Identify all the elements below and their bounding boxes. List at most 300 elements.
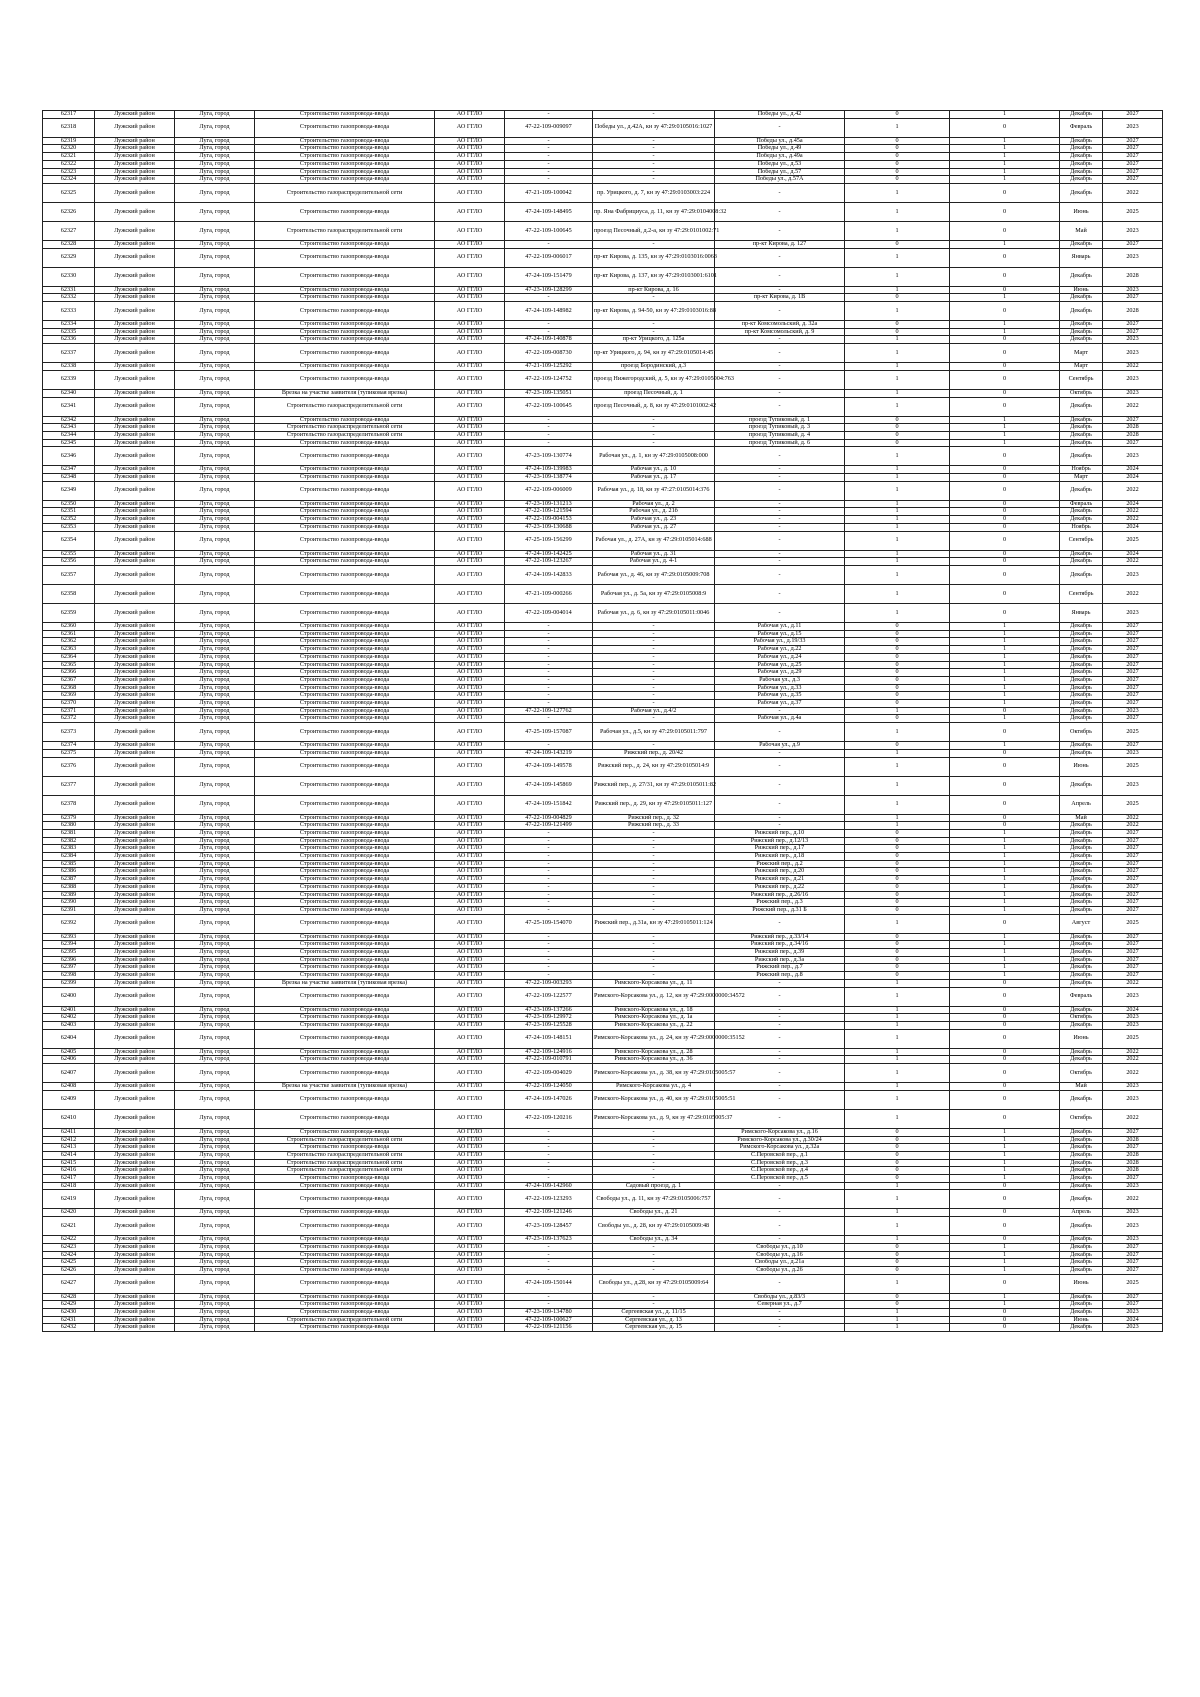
cell-work-type: Строительство газопровода-ввода xyxy=(255,622,435,630)
cell-connected-flag: 1 xyxy=(845,267,950,286)
cell-row-number: 62336 xyxy=(43,336,95,344)
cell-applicant-address: Римского-Корсакова ул., д. 11 xyxy=(593,979,715,987)
cell-district: Лужский район xyxy=(95,1243,175,1251)
cell-row-number: 62432 xyxy=(43,1324,95,1332)
cell-year: 2027 xyxy=(1103,416,1163,424)
cell-work-type: Строительство газопровода-ввода xyxy=(255,707,435,715)
table-row xyxy=(43,111,1163,119)
cell-district: Лужский район xyxy=(95,500,175,508)
cell-district: Лужский район xyxy=(95,466,175,474)
cell-month: Декабрь xyxy=(1060,742,1103,750)
cell-month: Декабрь xyxy=(1060,1301,1103,1309)
cell-district: Лужский район xyxy=(95,508,175,516)
cell-settlement: Луга, город xyxy=(175,111,255,119)
cell-work-type: Строительство газопровода-ввода xyxy=(255,638,435,646)
cell-connected-flag: 0 xyxy=(845,622,950,630)
cell-organization: АО ГГЛО xyxy=(435,860,505,868)
table-row xyxy=(43,584,1163,603)
cell-connected-flag: 1 xyxy=(845,987,950,1006)
cell-year: 2022 xyxy=(1103,183,1163,202)
cell-application-number: 47-23-109-128457 xyxy=(505,1217,593,1236)
cell-organization: АО ГГЛО xyxy=(435,481,505,500)
cell-year: 2028 xyxy=(1103,1167,1163,1175)
cell-applicant-address: - xyxy=(593,661,715,669)
cell-row-number: 62418 xyxy=(43,1182,95,1190)
cell-connected-flag: 1 xyxy=(845,1182,950,1190)
cell-month: Декабрь xyxy=(1060,145,1103,153)
cell-month: Октябрь xyxy=(1060,1064,1103,1083)
cell-work-type: Строительство газопровода-ввода xyxy=(255,653,435,661)
cell-month: Апрель xyxy=(1060,1209,1103,1217)
cell-district: Лужский район xyxy=(95,646,175,654)
cell-settlement: Луга, город xyxy=(175,523,255,531)
cell-organization: АО ГГЛО xyxy=(435,676,505,684)
cell-row-number: 62346 xyxy=(43,447,95,466)
cell-year: 2028 xyxy=(1103,424,1163,432)
cell-district: Лужский район xyxy=(95,669,175,677)
cell-applicant-address: Свободы ул., д. 28, кн зу 47:29:0105009:48 xyxy=(593,1217,715,1236)
table-row xyxy=(43,1324,1163,1332)
cell-applicant-address: - xyxy=(593,431,715,439)
cell-work-type: Строительство газопровода-ввода xyxy=(255,661,435,669)
cell-year: 2025 xyxy=(1103,795,1163,814)
cell-connected-flag: 0 xyxy=(845,899,950,907)
cell-row-number: 62363 xyxy=(43,646,95,654)
cell-work-type: Строительство газопровода-ввода xyxy=(255,1309,435,1317)
cell-application-number: - xyxy=(505,145,593,153)
cell-row-number: 62323 xyxy=(43,168,95,176)
cell-settlement: Луга, город xyxy=(175,1182,255,1190)
cell-application-number: - xyxy=(505,1128,593,1136)
cell-year: 2027 xyxy=(1103,949,1163,957)
cell-work-type: Строительство газораспределительной сети xyxy=(255,1316,435,1324)
cell-planned-flag: 0 xyxy=(950,516,1060,524)
cell-settlement: Луга, город xyxy=(175,202,255,221)
cell-planned-flag: 1 xyxy=(950,700,1060,708)
cell-application-number: 47-23-109-130774 xyxy=(505,447,593,466)
table-row xyxy=(43,183,1163,202)
cell-applicant-address: - xyxy=(593,176,715,184)
cell-month: Октябрь xyxy=(1060,1014,1103,1022)
cell-settlement: Луга, город xyxy=(175,481,255,500)
cell-month: Декабрь xyxy=(1060,853,1103,861)
table-row xyxy=(43,1274,1163,1293)
cell-year: 2027 xyxy=(1103,168,1163,176)
cell-application-number: 47-23-109-130688 xyxy=(505,523,593,531)
cell-organization: АО ГГЛО xyxy=(435,363,505,371)
cell-settlement: Луга, город xyxy=(175,700,255,708)
cell-row-number: 62423 xyxy=(43,1243,95,1251)
cell-planned-address: пр-кт Кирова, д. 1В xyxy=(715,294,845,302)
cell-application-number: 47-22-109-004029 xyxy=(505,1064,593,1083)
cell-applicant-address: - xyxy=(593,168,715,176)
cell-applicant-address: - xyxy=(593,1151,715,1159)
cell-organization: АО ГГЛО xyxy=(435,700,505,708)
cell-applicant-address: Римского-Корсакова ул., д. 24, кн зу 47:29:0000000:35152 xyxy=(593,1029,715,1048)
cell-work-type: Строительство газопровода-ввода xyxy=(255,684,435,692)
cell-year: 2027 xyxy=(1103,439,1163,447)
cell-connected-flag: 0 xyxy=(845,715,950,723)
cell-planned-address: Рижский пер., д.8 xyxy=(715,972,845,980)
cell-connected-flag: 1 xyxy=(845,389,950,397)
cell-row-number: 62327 xyxy=(43,221,95,240)
cell-district: Лужский район xyxy=(95,941,175,949)
cell-planned-flag: 1 xyxy=(950,321,1060,329)
cell-application-number: 47-22-109-004153 xyxy=(505,516,593,524)
cell-settlement: Луга, город xyxy=(175,906,255,914)
cell-application-number: 47-23-109-128299 xyxy=(505,286,593,294)
cell-month: Декабрь xyxy=(1060,1159,1103,1167)
cell-organization: АО ГГЛО xyxy=(435,723,505,742)
cell-planned-address: - xyxy=(715,1209,845,1217)
cell-settlement: Луга, город xyxy=(175,1064,255,1083)
cell-organization: АО ГГЛО xyxy=(435,286,505,294)
cell-applicant-address: пр. Яна Фабрициуса, д. 11, кн зу 47:29:0104008:32 xyxy=(593,202,715,221)
cell-row-number: 62405 xyxy=(43,1048,95,1056)
cell-organization: АО ГГЛО xyxy=(435,914,505,933)
cell-district: Лужский район xyxy=(95,183,175,202)
cell-month: Декабрь xyxy=(1060,1022,1103,1030)
cell-planned-flag: 0 xyxy=(950,914,1060,933)
cell-organization: АО ГГЛО xyxy=(435,661,505,669)
cell-row-number: 62337 xyxy=(43,344,95,363)
cell-applicant-address: Рижский пер., д. 27/31, кн зу 47:29:0105011:82 xyxy=(593,776,715,795)
cell-application-number: - xyxy=(505,964,593,972)
cell-application-number: - xyxy=(505,845,593,853)
cell-organization: АО ГГЛО xyxy=(435,979,505,987)
cell-applicant-address: пр-кт Кирова, д. 16 xyxy=(593,286,715,294)
cell-connected-flag: 1 xyxy=(845,914,950,933)
cell-row-number: 62402 xyxy=(43,1014,95,1022)
cell-row-number: 62404 xyxy=(43,1029,95,1048)
cell-month: Декабрь xyxy=(1060,558,1103,566)
cell-applicant-address: - xyxy=(593,1243,715,1251)
cell-row-number: 62357 xyxy=(43,565,95,584)
cell-row-number: 62354 xyxy=(43,531,95,550)
cell-planned-flag: 1 xyxy=(950,964,1060,972)
cell-month: Июнь xyxy=(1060,1029,1103,1048)
cell-organization: АО ГГЛО xyxy=(435,584,505,603)
cell-settlement: Луга, город xyxy=(175,949,255,957)
cell-planned-address: - xyxy=(715,336,845,344)
cell-planned-address: Рабочая ул., д.29 xyxy=(715,669,845,677)
cell-planned-address: Победы ул., д.57 xyxy=(715,168,845,176)
cell-work-type: Строительство газопровода-ввода xyxy=(255,891,435,899)
cell-work-type: Строительство газопровода-ввода xyxy=(255,370,435,389)
cell-settlement: Луга, город xyxy=(175,837,255,845)
cell-organization: АО ГГЛО xyxy=(435,1056,505,1064)
cell-application-number: 47-23-109-131213 xyxy=(505,500,593,508)
cell-row-number: 62325 xyxy=(43,183,95,202)
cell-settlement: Луга, город xyxy=(175,248,255,267)
cell-connected-flag: 1 xyxy=(845,1190,950,1209)
cell-organization: АО ГГЛО xyxy=(435,622,505,630)
cell-application-number: 47-24-109-149578 xyxy=(505,757,593,776)
cell-planned-flag: 0 xyxy=(950,370,1060,389)
cell-organization: АО ГГЛО xyxy=(435,876,505,884)
cell-settlement: Луга, город xyxy=(175,183,255,202)
cell-settlement: Луга, город xyxy=(175,1128,255,1136)
cell-settlement: Луга, город xyxy=(175,941,255,949)
cell-month: Декабрь xyxy=(1060,111,1103,119)
cell-year: 2025 xyxy=(1103,757,1163,776)
cell-district: Лужский район xyxy=(95,176,175,184)
cell-organization: АО ГГЛО xyxy=(435,1182,505,1190)
cell-application-number: - xyxy=(505,1301,593,1309)
cell-planned-address: - xyxy=(715,1274,845,1293)
cell-applicant-address: Рабочая ул., д.4/2 xyxy=(593,707,715,715)
table-row xyxy=(43,987,1163,1006)
cell-organization: АО ГГЛО xyxy=(435,715,505,723)
cell-settlement: Луга, город xyxy=(175,1056,255,1064)
cell-settlement: Луга, город xyxy=(175,1266,255,1274)
cell-planned-flag: 1 xyxy=(950,845,1060,853)
cell-applicant-address: - xyxy=(593,424,715,432)
cell-organization: АО ГГЛО xyxy=(435,1236,505,1244)
cell-district: Лужский район xyxy=(95,684,175,692)
cell-applicant-address: - xyxy=(593,1266,715,1274)
cell-planned-address: - xyxy=(715,516,845,524)
cell-work-type: Строительство газопровода-ввода xyxy=(255,646,435,654)
table-row xyxy=(43,906,1163,914)
cell-applicant-address: Сергеевская ул., д. 15 xyxy=(593,1324,715,1332)
cell-year: 2023 xyxy=(1103,1182,1163,1190)
cell-work-type: Строительство газопровода-ввода xyxy=(255,749,435,757)
cell-planned-address: Победы ул., д.53 xyxy=(715,160,845,168)
cell-year: 2023 xyxy=(1103,603,1163,622)
cell-application-number: 47-24-109-150144 xyxy=(505,1274,593,1293)
cell-planned-flag: 1 xyxy=(950,137,1060,145)
cell-planned-flag: 1 xyxy=(950,829,1060,837)
cell-connected-flag: 0 xyxy=(845,1175,950,1183)
cell-row-number: 62334 xyxy=(43,321,95,329)
cell-planned-address: - xyxy=(715,1316,845,1324)
cell-application-number: - xyxy=(505,1144,593,1152)
cell-application-number: - xyxy=(505,1259,593,1267)
cell-month: Декабрь xyxy=(1060,972,1103,980)
cell-organization: АО ГГЛО xyxy=(435,153,505,161)
cell-row-number: 62376 xyxy=(43,757,95,776)
cell-district: Лужский район xyxy=(95,389,175,397)
cell-planned-flag: 0 xyxy=(950,795,1060,814)
cell-planned-flag: 1 xyxy=(950,630,1060,638)
cell-month: Декабрь xyxy=(1060,302,1103,321)
cell-planned-flag: 0 xyxy=(950,1006,1060,1014)
cell-district: Лужский район xyxy=(95,248,175,267)
cell-year: 2025 xyxy=(1103,1274,1163,1293)
cell-settlement: Луга, город xyxy=(175,286,255,294)
cell-planned-flag: 1 xyxy=(950,1175,1060,1183)
cell-year: 2028 xyxy=(1103,302,1163,321)
cell-district: Лужский район xyxy=(95,837,175,845)
cell-connected-flag: 1 xyxy=(845,1014,950,1022)
cell-year: 2025 xyxy=(1103,723,1163,742)
table-row xyxy=(43,914,1163,933)
cell-year: 2024 xyxy=(1103,1316,1163,1324)
cell-connected-flag: 0 xyxy=(845,111,950,119)
cell-year: 2027 xyxy=(1103,883,1163,891)
cell-planned-flag: 0 xyxy=(950,286,1060,294)
cell-organization: АО ГГЛО xyxy=(435,160,505,168)
cell-planned-flag: 0 xyxy=(950,584,1060,603)
cell-connected-flag: 1 xyxy=(845,336,950,344)
cell-year: 2023 xyxy=(1103,286,1163,294)
cell-organization: АО ГГЛО xyxy=(435,868,505,876)
cell-month: Декабрь xyxy=(1060,933,1103,941)
cell-applicant-address: - xyxy=(593,622,715,630)
cell-month: Декабрь xyxy=(1060,653,1103,661)
cell-application-number: - xyxy=(505,1243,593,1251)
cell-work-type: Строительство газопровода-ввода xyxy=(255,853,435,861)
cell-district: Лужский район xyxy=(95,661,175,669)
cell-planned-flag: 0 xyxy=(950,749,1060,757)
cell-organization: АО ГГЛО xyxy=(435,248,505,267)
cell-planned-address: Свободы ул., д.16 xyxy=(715,1251,845,1259)
cell-year: 2023 xyxy=(1103,370,1163,389)
cell-organization: АО ГГЛО xyxy=(435,941,505,949)
cell-row-number: 62320 xyxy=(43,145,95,153)
cell-connected-flag: 0 xyxy=(845,653,950,661)
table-row xyxy=(43,1151,1163,1159)
cell-year: 2028 xyxy=(1103,431,1163,439)
cell-month: Май xyxy=(1060,221,1103,240)
cell-organization: АО ГГЛО xyxy=(435,389,505,397)
cell-applicant-address: - xyxy=(593,638,715,646)
cell-work-type: Строительство газопровода-ввода xyxy=(255,899,435,907)
cell-connected-flag: 1 xyxy=(845,363,950,371)
cell-planned-flag: 0 xyxy=(950,1324,1060,1332)
cell-planned-flag: 1 xyxy=(950,160,1060,168)
cell-month: Ноябрь xyxy=(1060,466,1103,474)
cell-district: Лужский район xyxy=(95,168,175,176)
cell-row-number: 62349 xyxy=(43,481,95,500)
cell-year: 2023 xyxy=(1103,1083,1163,1091)
cell-year: 2027 xyxy=(1103,700,1163,708)
cell-connected-flag: 0 xyxy=(845,661,950,669)
cell-application-number: 47-23-109-129972 xyxy=(505,1014,593,1022)
cell-month: Июнь xyxy=(1060,1274,1103,1293)
table-row xyxy=(43,749,1163,757)
cell-connected-flag: 0 xyxy=(845,964,950,972)
cell-work-type: Строительство газопровода-ввода xyxy=(255,603,435,622)
cell-application-number: 47-22-109-006009 xyxy=(505,481,593,500)
cell-work-type: Строительство газопровода-ввода xyxy=(255,1175,435,1183)
cell-district: Лужский район xyxy=(95,707,175,715)
cell-organization: АО ГГЛО xyxy=(435,972,505,980)
cell-planned-flag: 1 xyxy=(950,1266,1060,1274)
cell-district: Лужский район xyxy=(95,742,175,750)
cell-organization: АО ГГЛО xyxy=(435,531,505,550)
cell-application-number: 47-22-109-010791 xyxy=(505,1056,593,1064)
cell-application-number: 47-22-109-123267 xyxy=(505,558,593,566)
cell-month: Сентябрь xyxy=(1060,370,1103,389)
cell-row-number: 62362 xyxy=(43,638,95,646)
cell-organization: АО ГГЛО xyxy=(435,111,505,119)
cell-month: Декабрь xyxy=(1060,508,1103,516)
cell-planned-flag: 0 xyxy=(950,1209,1060,1217)
cell-applicant-address: - xyxy=(593,1128,715,1136)
cell-year: 2023 xyxy=(1103,749,1163,757)
cell-planned-flag: 1 xyxy=(950,837,1060,845)
cell-work-type: Строительство газопровода-ввода xyxy=(255,558,435,566)
cell-district: Лужский район xyxy=(95,1128,175,1136)
cell-month: Март xyxy=(1060,344,1103,363)
cell-district: Лужский район xyxy=(95,860,175,868)
cell-planned-address: - xyxy=(715,531,845,550)
cell-work-type: Строительство газопровода-ввода xyxy=(255,757,435,776)
cell-row-number: 62359 xyxy=(43,603,95,622)
cell-month: Декабрь xyxy=(1060,1136,1103,1144)
cell-year: 2023 xyxy=(1103,1022,1163,1030)
cell-application-number: - xyxy=(505,676,593,684)
cell-month: Декабрь xyxy=(1060,749,1103,757)
cell-month: Декабрь xyxy=(1060,829,1103,837)
cell-work-type: Строительство газопровода-ввода xyxy=(255,240,435,248)
cell-year: 2027 xyxy=(1103,1301,1163,1309)
cell-planned-flag: 1 xyxy=(950,883,1060,891)
cell-settlement: Луга, город xyxy=(175,684,255,692)
cell-applicant-address: - xyxy=(593,111,715,119)
cell-month: Декабрь xyxy=(1060,646,1103,654)
cell-planned-address: проезд Тупиковый, д. 4 xyxy=(715,431,845,439)
cell-planned-flag: 1 xyxy=(950,431,1060,439)
cell-district: Лужский район xyxy=(95,1309,175,1317)
cell-settlement: Луга, город xyxy=(175,1151,255,1159)
cell-district: Лужский район xyxy=(95,523,175,531)
cell-planned-flag: 1 xyxy=(950,941,1060,949)
cell-planned-address: - xyxy=(715,466,845,474)
cell-settlement: Луга, город xyxy=(175,1048,255,1056)
cell-applicant-address: Римского-Корсакова ул., д. 12, кн зу 47:29:0000000:34572 xyxy=(593,987,715,1006)
cell-application-number: 47-22-109-004014 xyxy=(505,603,593,622)
cell-planned-address: - xyxy=(715,286,845,294)
cell-planned-address: С.Перовской пер., д.5 xyxy=(715,1175,845,1183)
cell-year: 2027 xyxy=(1103,321,1163,329)
cell-work-type: Строительство газопровода-ввода xyxy=(255,987,435,1006)
table-row xyxy=(43,676,1163,684)
cell-work-type: Строительство газопровода-ввода xyxy=(255,1056,435,1064)
cell-year: 2022 xyxy=(1103,508,1163,516)
cell-application-number: - xyxy=(505,853,593,861)
cell-year: 2023 xyxy=(1103,565,1163,584)
cell-row-number: 62406 xyxy=(43,1056,95,1064)
cell-application-number: - xyxy=(505,899,593,907)
cell-year: 2027 xyxy=(1103,661,1163,669)
cell-planned-address: Рабочая ул., д.24 xyxy=(715,653,845,661)
cell-work-type: Строительство газораспределительной сети xyxy=(255,1159,435,1167)
cell-planned-address: Римского-Корсакова ул., д.32а xyxy=(715,1144,845,1152)
cell-organization: АО ГГЛО xyxy=(435,1209,505,1217)
cell-year: 2024 xyxy=(1103,1006,1163,1014)
cell-work-type: Строительство газопровода-ввода xyxy=(255,523,435,531)
cell-settlement: Луга, город xyxy=(175,646,255,654)
cell-planned-address: - xyxy=(715,749,845,757)
cell-planned-address: - xyxy=(715,370,845,389)
cell-applicant-address: Римского-Корсакова ул., д. 28 xyxy=(593,1048,715,1056)
cell-connected-flag: 0 xyxy=(845,949,950,957)
cell-application-number: - xyxy=(505,949,593,957)
cell-year: 2025 xyxy=(1103,914,1163,933)
cell-district: Лужский район xyxy=(95,964,175,972)
cell-connected-flag: 1 xyxy=(845,1236,950,1244)
cell-year: 2027 xyxy=(1103,1266,1163,1274)
cell-connected-flag: 0 xyxy=(845,669,950,677)
cell-applicant-address: проезд Нижегородский, д. 5, кн зу 47:29:0105004:763 xyxy=(593,370,715,389)
cell-district: Лужский район xyxy=(95,949,175,957)
cell-settlement: Луга, город xyxy=(175,431,255,439)
cell-connected-flag: 1 xyxy=(845,1217,950,1236)
cell-planned-flag: 1 xyxy=(950,111,1060,119)
